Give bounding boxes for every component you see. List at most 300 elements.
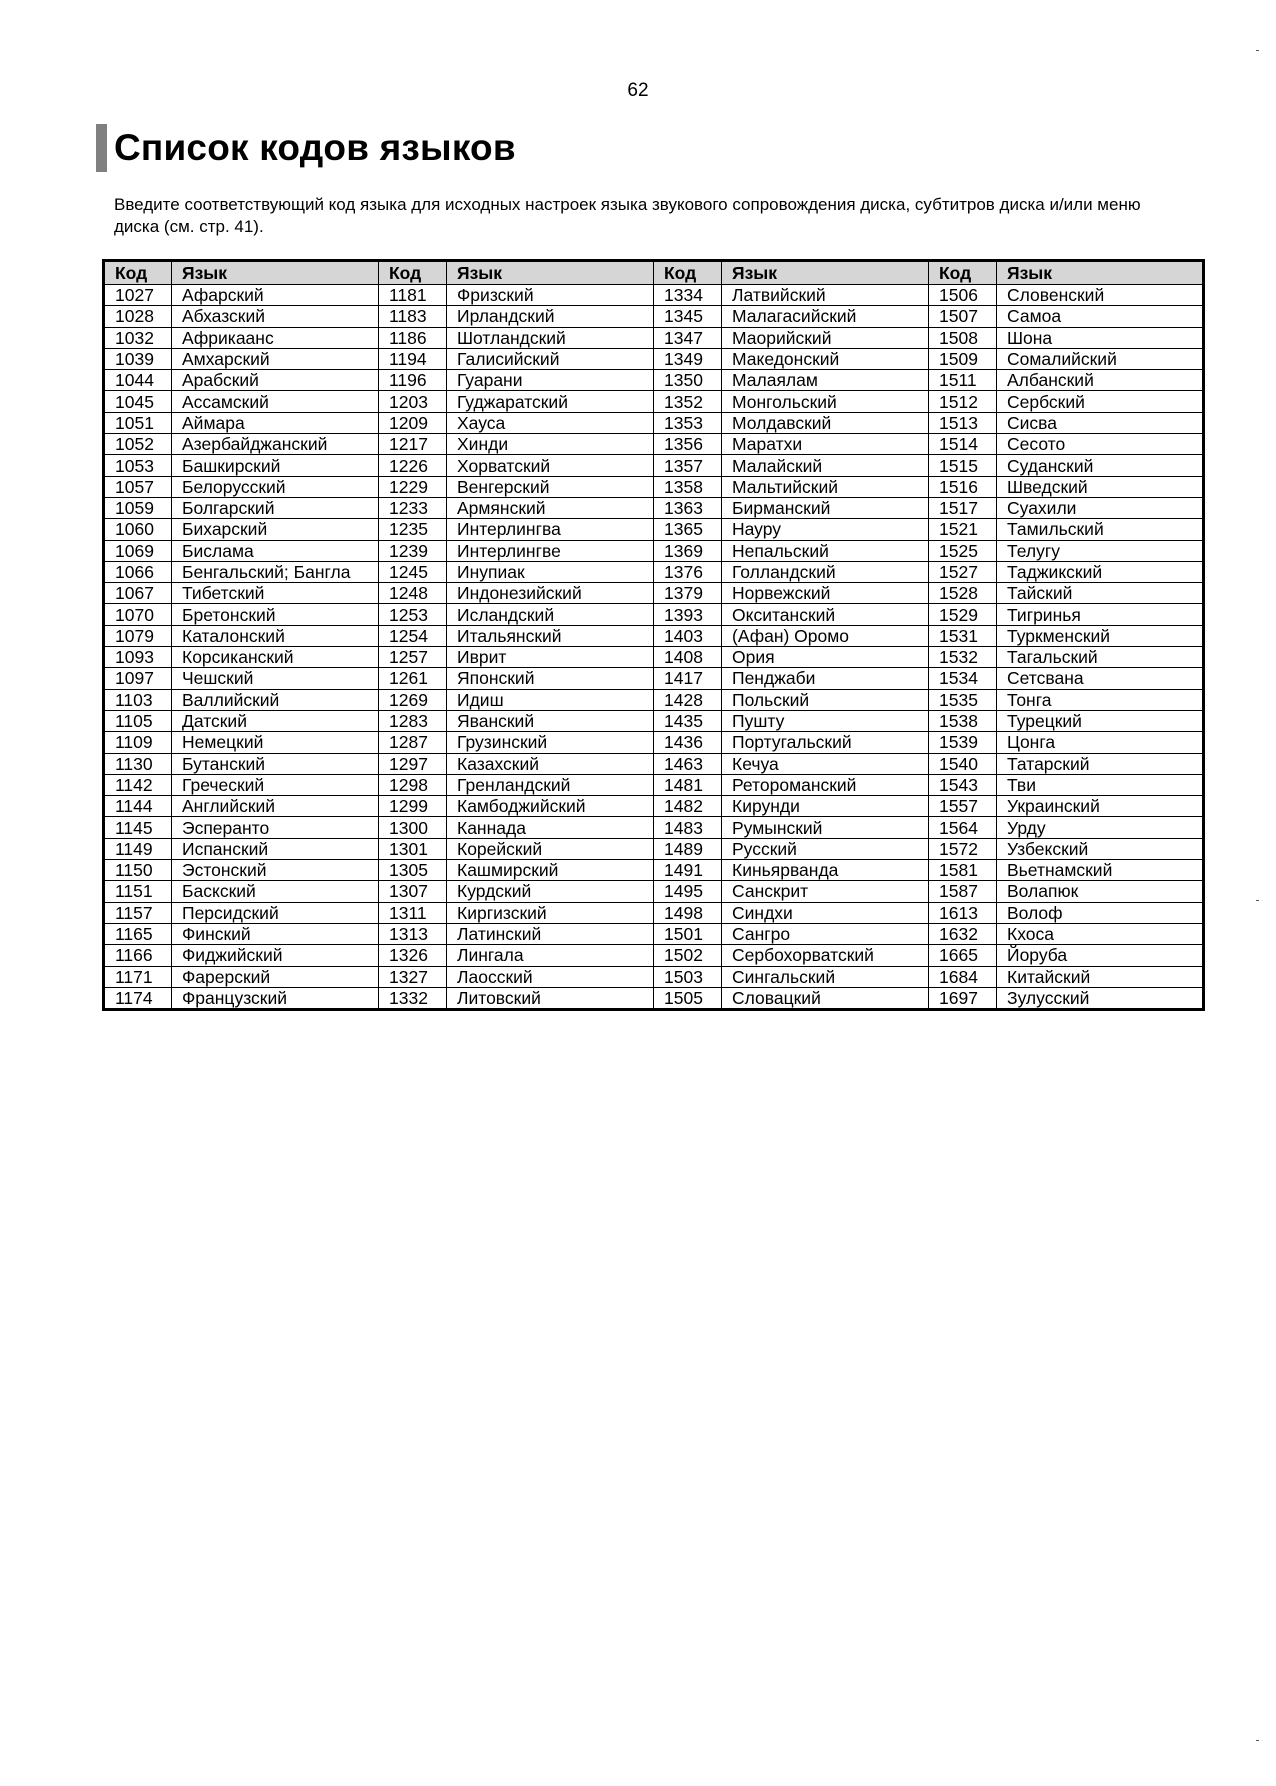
code-cell: 1326 [379,945,447,966]
language-cell: Венгерский [447,476,654,497]
code-cell: 1511 [929,370,997,391]
language-cell: Сетсвана [997,668,1204,689]
table-row [104,306,1204,327]
language-cell: Таджикский [997,561,1204,582]
code-cell: 1248 [379,583,447,604]
language-cell: Бихарский [172,519,379,540]
language-cell: Пенджаби [722,668,929,689]
code-cell: 1203 [379,391,447,412]
code-cell: 1528 [929,583,997,604]
language-cell: Камбоджийский [447,796,654,817]
code-cell: 1027 [104,285,172,306]
language-cell: Инупиак [447,561,654,582]
table-row [104,710,1204,731]
language-cell: Малагасийский [722,306,929,327]
code-cell: 1503 [654,966,722,987]
language-cell: Афарский [172,285,379,306]
intro-text: Введите соответствующий код языка для исходных настроек языка звукового сопровождения диска, субтитров диска и/или меню диска (см. стр. 41). [114,195,1141,236]
code-cell: 1379 [654,583,722,604]
language-cell: Киргизский [447,902,654,923]
scan-mark [1256,900,1259,901]
header-code: Код [104,261,172,285]
code-cell: 1307 [379,881,447,902]
language-cell: Испанский [172,838,379,859]
code-cell: 1028 [104,306,172,327]
code-cell: 1557 [929,796,997,817]
code-cell: 1516 [929,476,997,497]
code-cell: 1369 [654,540,722,561]
language-cell: Ретороманский [722,774,929,795]
language-cell: Русский [722,838,929,859]
scan-mark [1256,1740,1259,1741]
page-number: 62 [627,80,649,101]
code-cell: 1174 [104,987,172,1009]
table-row [104,434,1204,455]
language-cell: Словенский [997,285,1204,306]
code-cell: 1079 [104,625,172,646]
code-cell: 1539 [929,732,997,753]
language-cell: Албанский [997,370,1204,391]
language-cell: Бретонский [172,604,379,625]
code-cell: 1509 [929,348,997,369]
code-cell: 1287 [379,732,447,753]
table-row [104,796,1204,817]
code-cell: 1051 [104,412,172,433]
language-cell: Тигринья [997,604,1204,625]
language-cell: Интерлингве [447,540,654,561]
language-cell: Бутанский [172,753,379,774]
language-cell: Урду [997,817,1204,838]
language-cell: Бирманский [722,497,929,518]
code-cell: 1684 [929,966,997,987]
code-cell: 1534 [929,668,997,689]
code-cell: 1301 [379,838,447,859]
language-cell: Каталонский [172,625,379,646]
language-cell: Бенгальский; Бангла [172,561,379,582]
code-cell: 1463 [654,753,722,774]
code-cell: 1066 [104,561,172,582]
language-cell: Финский [172,923,379,944]
language-cell: Каннада [447,817,654,838]
code-cell: 1498 [654,902,722,923]
code-cell: 1632 [929,923,997,944]
table-row [104,753,1204,774]
code-cell: 1166 [104,945,172,966]
language-cell: Персидский [172,902,379,923]
code-cell: 1334 [654,285,722,306]
code-cell: 1235 [379,519,447,540]
table-row [104,519,1204,540]
code-cell: 1299 [379,796,447,817]
language-cell: Эсперанто [172,817,379,838]
code-cell: 1226 [379,455,447,476]
language-cell: Польский [722,689,929,710]
code-cell: 1261 [379,668,447,689]
code-cell: 1283 [379,710,447,731]
header-language: Язык [997,261,1204,285]
table-row [104,966,1204,987]
language-cell: Шотландский [447,327,654,348]
language-cell: Французский [172,987,379,1009]
language-cell: Вьетнамский [997,860,1204,881]
code-cell: 1564 [929,817,997,838]
code-cell: 1150 [104,860,172,881]
code-cell: 1515 [929,455,997,476]
table-row [104,732,1204,753]
code-cell: 1481 [654,774,722,795]
table-row [104,838,1204,859]
code-cell: 1298 [379,774,447,795]
language-cell: Непальский [722,540,929,561]
table-row [104,881,1204,902]
code-cell: 1347 [654,327,722,348]
language-cell: Хинди [447,434,654,455]
code-cell: 1060 [104,519,172,540]
code-cell: 1327 [379,966,447,987]
code-cell: 1269 [379,689,447,710]
code-cell: 1506 [929,285,997,306]
code-cell: 1529 [929,604,997,625]
code-cell: 1521 [929,519,997,540]
language-codes-table [102,259,1205,1011]
language-cell: Суахили [997,497,1204,518]
language-cell: Тамильский [997,519,1204,540]
table-row [104,774,1204,795]
code-cell: 1257 [379,647,447,668]
code-cell: 1353 [654,412,722,433]
code-cell: 1233 [379,497,447,518]
language-cell: Индонезийский [447,583,654,604]
language-cell: Казахский [447,753,654,774]
code-cell: 1311 [379,902,447,923]
language-cell: Румынский [722,817,929,838]
code-cell: 1149 [104,838,172,859]
code-cell: 1365 [654,519,722,540]
language-cell: Тви [997,774,1204,795]
code-cell: 1194 [379,348,447,369]
language-cell: Шведский [997,476,1204,497]
language-cell: Фиджийский [172,945,379,966]
code-cell: 1229 [379,476,447,497]
code-cell: 1254 [379,625,447,646]
language-cell: Интерлингва [447,519,654,540]
code-cell: 1581 [929,860,997,881]
language-cell: Фризский [447,285,654,306]
code-cell: 1109 [104,732,172,753]
language-cell: Украинский [997,796,1204,817]
language-cell: Сингальский [722,966,929,987]
language-cell: Кечуа [722,753,929,774]
language-cell: Валлийский [172,689,379,710]
table-row [104,647,1204,668]
code-cell: 1514 [929,434,997,455]
table-body [104,285,1204,1010]
page-title: Список кодов языков [114,127,516,168]
code-cell: 1527 [929,561,997,582]
title-accent-bar [96,124,107,172]
code-cell: 1507 [929,306,997,327]
code-cell: 1305 [379,860,447,881]
table-header-row [104,261,1204,285]
language-cell: Абхазский [172,306,379,327]
table-row [104,391,1204,412]
language-cell: Ассамский [172,391,379,412]
code-cell: 1435 [654,710,722,731]
code-cell: 1209 [379,412,447,433]
language-cell: Македонский [722,348,929,369]
table-row [104,476,1204,497]
code-cell: 1352 [654,391,722,412]
language-cell: Корейский [447,838,654,859]
code-cell: 1508 [929,327,997,348]
language-cell: Маратхи [722,434,929,455]
table-row [104,689,1204,710]
language-cell: Сисва [997,412,1204,433]
code-cell: 1183 [379,306,447,327]
language-cell: Шона [997,327,1204,348]
table-row [104,497,1204,518]
language-cell: Белорусский [172,476,379,497]
language-cell: Литовский [447,987,654,1009]
code-cell: 1144 [104,796,172,817]
language-cell: Эстонский [172,860,379,881]
code-cell: 1525 [929,540,997,561]
header-code: Код [654,261,722,285]
language-cell: Греческий [172,774,379,795]
language-cell: Науру [722,519,929,540]
language-cell: Китайский [997,966,1204,987]
language-cell: Фарерский [172,966,379,987]
language-cell: Самоа [997,306,1204,327]
language-cell: Армянский [447,497,654,518]
language-cell: Суданский [997,455,1204,476]
code-cell: 1345 [654,306,722,327]
language-cell: Сангро [722,923,929,944]
language-cell: Яванский [447,710,654,731]
code-cell: 1052 [104,434,172,455]
code-cell: 1535 [929,689,997,710]
code-cell: 1142 [104,774,172,795]
language-cell: Цонга [997,732,1204,753]
code-cell: 1408 [654,647,722,668]
code-cell: 1613 [929,902,997,923]
code-cell: 1245 [379,561,447,582]
language-cell: Гуарани [447,370,654,391]
code-cell: 1587 [929,881,997,902]
header-code: Код [379,261,447,285]
language-cell: Аймара [172,412,379,433]
code-cell: 1313 [379,923,447,944]
language-cell: Сесото [997,434,1204,455]
language-cell: Монгольский [722,391,929,412]
language-cell: Тагальский [997,647,1204,668]
language-cell: Хорватский [447,455,654,476]
table-row [104,561,1204,582]
language-cell: Лаосский [447,966,654,987]
language-cell: Турецкий [997,710,1204,731]
table-row [104,625,1204,646]
code-cell: 1332 [379,987,447,1009]
table-row [104,902,1204,923]
language-cell: Голландский [722,561,929,582]
language-cell: Гренландский [447,774,654,795]
language-cell: Кирунди [722,796,929,817]
language-cell: Амхарский [172,348,379,369]
code-cell: 1067 [104,583,172,604]
language-cell: Туркменский [997,625,1204,646]
code-cell: 1572 [929,838,997,859]
language-cell: Корсиканский [172,647,379,668]
code-cell: 1489 [654,838,722,859]
language-cell: Башкирский [172,455,379,476]
code-cell: 1357 [654,455,722,476]
code-cell: 1665 [929,945,997,966]
code-cell: 1483 [654,817,722,838]
code-cell: 1157 [104,902,172,923]
code-cell: 1531 [929,625,997,646]
code-cell: 1151 [104,881,172,902]
code-cell: 1482 [654,796,722,817]
code-cell: 1253 [379,604,447,625]
code-cell: 1501 [654,923,722,944]
code-cell: 1538 [929,710,997,731]
language-cell: Идиш [447,689,654,710]
language-cell: Татарский [997,753,1204,774]
language-cell: Грузинский [447,732,654,753]
table-row [104,945,1204,966]
language-cell: Лингала [447,945,654,966]
table-row [104,348,1204,369]
language-cell: Сербохорватский [722,945,929,966]
language-cell: Бислама [172,540,379,561]
code-cell: 1145 [104,817,172,838]
code-cell: 1417 [654,668,722,689]
language-cell: Немецкий [172,732,379,753]
code-cell: 1186 [379,327,447,348]
table-row [104,860,1204,881]
language-cell: (Афан) Оромо [722,625,929,646]
header-code: Код [929,261,997,285]
code-cell: 1300 [379,817,447,838]
language-cell: Хауса [447,412,654,433]
code-cell: 1239 [379,540,447,561]
language-cell: Африкаанс [172,327,379,348]
language-cell: Баскский [172,881,379,902]
language-cell: Курдский [447,881,654,902]
language-cell: Латвийский [722,285,929,306]
table-row [104,455,1204,476]
code-cell: 1495 [654,881,722,902]
code-cell: 1181 [379,285,447,306]
code-cell: 1502 [654,945,722,966]
code-cell: 1512 [929,391,997,412]
table-row [104,583,1204,604]
code-cell: 1070 [104,604,172,625]
code-cell: 1165 [104,923,172,944]
language-cell: Словацкий [722,987,929,1009]
language-cell: Узбекский [997,838,1204,859]
language-cell: Арабский [172,370,379,391]
table-row [104,370,1204,391]
language-cell: Азербайджанский [172,434,379,455]
table-row [104,668,1204,689]
code-cell: 1097 [104,668,172,689]
code-cell: 1376 [654,561,722,582]
code-cell: 1171 [104,966,172,987]
code-cell: 1403 [654,625,722,646]
code-cell: 1044 [104,370,172,391]
language-cell: Волапюк [997,881,1204,902]
table-row [104,540,1204,561]
code-cell: 1513 [929,412,997,433]
code-cell: 1069 [104,540,172,561]
language-cell: Малайский [722,455,929,476]
language-cell: Малаялам [722,370,929,391]
code-cell: 1697 [929,987,997,1009]
language-cell: Зулусский [997,987,1204,1009]
code-cell: 1543 [929,774,997,795]
language-cell: Ирландский [447,306,654,327]
language-cell: Кашмирский [447,860,654,881]
code-cell: 1093 [104,647,172,668]
language-cell: Исландский [447,604,654,625]
table-row [104,987,1204,1009]
language-cell: Маорийский [722,327,929,348]
table-row [104,923,1204,944]
code-cell: 1297 [379,753,447,774]
language-cell: Латинский [447,923,654,944]
language-cell: Галисийский [447,348,654,369]
code-cell: 1540 [929,753,997,774]
code-cell: 1130 [104,753,172,774]
table-row [104,412,1204,433]
table-row [104,817,1204,838]
language-cell: Сомалийский [997,348,1204,369]
language-cell: Норвежский [722,583,929,604]
language-cell: Гуджаратский [447,391,654,412]
language-cell: Ория [722,647,929,668]
language-cell: Синдхи [722,902,929,923]
code-cell: 1491 [654,860,722,881]
language-cell: Итальянский [447,625,654,646]
code-cell: 1350 [654,370,722,391]
language-cell: Киньярванда [722,860,929,881]
language-cell: Кхоса [997,923,1204,944]
code-cell: 1103 [104,689,172,710]
language-cell: Датский [172,710,379,731]
language-cell: Санскрит [722,881,929,902]
language-cell: Португальский [722,732,929,753]
code-cell: 1393 [654,604,722,625]
code-cell: 1532 [929,647,997,668]
language-cell: Чешский [172,668,379,689]
code-cell: 1428 [654,689,722,710]
table-row [104,604,1204,625]
language-cell: Сербский [997,391,1204,412]
language-cell: Английский [172,796,379,817]
code-cell: 1196 [379,370,447,391]
language-cell: Пушту [722,710,929,731]
code-cell: 1045 [104,391,172,412]
language-cell: Тибетский [172,583,379,604]
code-cell: 1105 [104,710,172,731]
code-cell: 1059 [104,497,172,518]
code-cell: 1356 [654,434,722,455]
code-cell: 1217 [379,434,447,455]
code-cell: 1517 [929,497,997,518]
language-cell: Йоруба [997,945,1204,966]
code-cell: 1053 [104,455,172,476]
